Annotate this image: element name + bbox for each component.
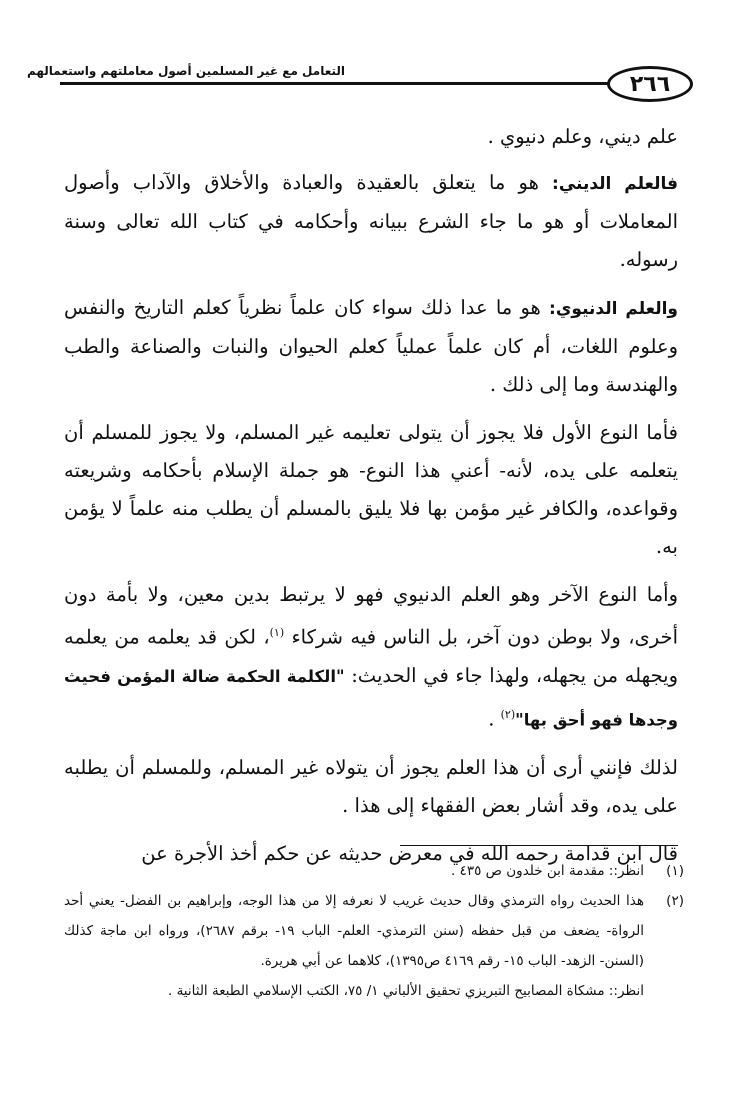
footnote-ref-1: (١)	[269, 626, 285, 639]
running-title: التعامل مع غير المسلمين أصول معاملتهم واستعمالهم	[26, 64, 345, 78]
main-text	[64, 118, 678, 883]
hadith-quote: "الكلمة الحكمة ضالة المؤمن فحيث وجدها فهو أحق بها"	[64, 666, 678, 729]
footnotes	[64, 856, 684, 1006]
page-header	[26, 58, 680, 106]
paragraph-4: فأما النوع الأول فلا يجوز أن يتولى تعليمه غير المسلم، ولا يجوز للمسلم أن يتعلمه على يده، لأنه- أعني هذا النوع- هو جملة الإسلام بأحكامه وشريعته وقواعده، والكافر غير مؤمن بها فلا يليق بالمسلم أن يطلب منه علماً لا يؤمن به.	[64, 421, 678, 558]
footnote-number: (١)	[666, 863, 684, 879]
paragraph-7: قال ابن قدامة رحمه الله في معرض حديثه عن حكم أخذ الأجرة عن	[141, 842, 678, 865]
term-worldly-knowledge: والعلم الدنيوي:	[549, 299, 679, 319]
footnote-2-reference: انظر:: مشكاة المصابيح التبريزي تحقيق الألباني ١/ ٧٥، الكتب الإسلامي الطبعة الثانية .	[167, 983, 644, 999]
paragraph-3: والعلم الدنيوي: هو ما عدا ذلك سواء كان علماً نظرياً كعلم التاريخ والنفس وعلوم اللغات، أم كان علماً عملياً كعلم الحيوان والنبات والصناعة والطب والهندسة وما إلى ذلك .	[64, 296, 679, 396]
footnote-text: هذا الحديث رواه الترمذي وقال حديث غريب لا نعرفه إلا من هذا الوجه، وإبراهيم بن الفضل- يعني أحد الرواة- يضعف من قبل حفظه (سنن الترمذي- العلم- الباب ١٩- برقم ٢٦٨٧)، ورواه ابن ماجة كذلك (السنن- الزهد- الباب ١٥- رقم ٤١٦٩ ص١٣٩٥)، كلاهما عن أبي هريرة.	[64, 893, 644, 969]
footnote-2	[64, 886, 684, 976]
paragraph-6: لذلك فإنني أرى أن هذا العلم يجوز أن يتولاه غير المسلم، وللمسلم أن يطلبه على يده، وقد أشار بعض الفقهاء إلى هذا .	[64, 756, 678, 817]
page-number: ٢٦٦	[607, 66, 693, 102]
footnote-ref-2: (٢)	[500, 707, 516, 721]
header-rule	[60, 82, 620, 85]
footnote-1	[64, 856, 684, 886]
paragraph-5: وأما النوع الآخر وهو العلم الدنيوي فهو لا يرتبط بدين معين، ولا بأمة دون أخرى، ولا بوطن دون آخر، بل الناس فيه شركاء $^{(١)}$، لكن قد يعلمه من يعلمه ويجهله من يجهله، ولهذا جاء في الحديث: "الكلمة الحكمة ضالة المؤمن فحيث وجدها فهو أحق بها"$^{(٢)}$ .	[64, 583, 679, 730]
footnote-number: (٢)	[666, 893, 684, 909]
paragraph-2: فالعلم الديني: هو ما يتعلق بالعقيدة والعبادة والأخلاق والآداب وأصول المعاملات أو هو ما جاء الشرع ببيانه وأحكامه في كتاب الله تعالى وسنة رسوله.	[64, 171, 678, 271]
paragraph-1: علم ديني، وعلم دنيوي .	[487, 125, 678, 148]
footnote-separator	[400, 845, 678, 846]
term-religious-knowledge: فالعلم الديني:	[552, 174, 678, 194]
footnote-text: انظر:: مقدمة ابن خلدون ص ٤٣٥ .	[451, 863, 644, 879]
